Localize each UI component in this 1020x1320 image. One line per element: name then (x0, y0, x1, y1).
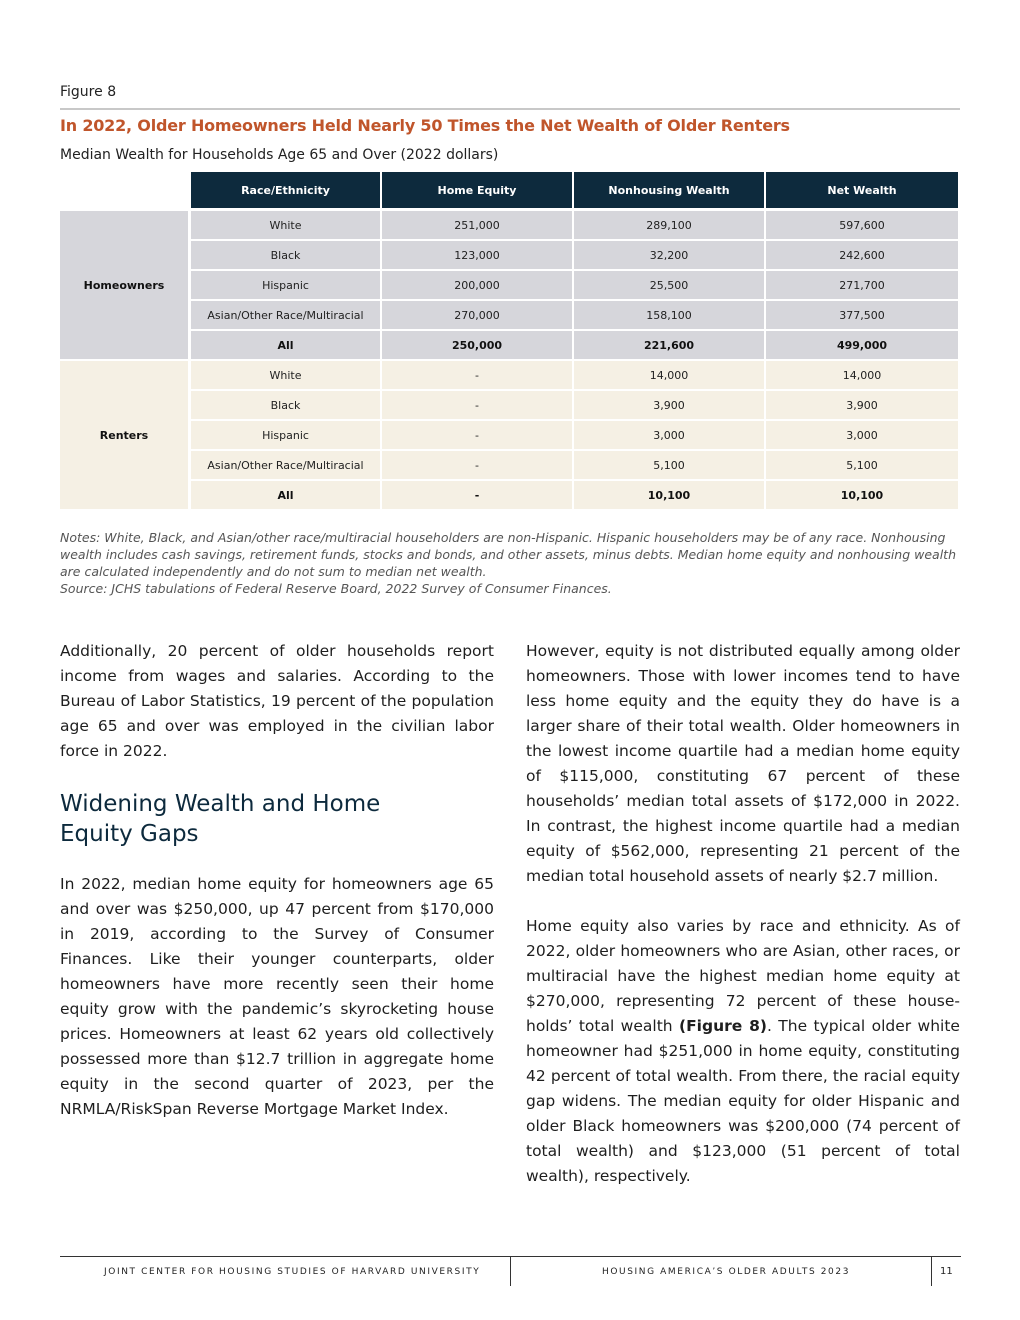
row-label-cell: Hispanic (191, 271, 380, 299)
table-cell: 14,000 (574, 361, 764, 389)
table-cell: 289,100 (574, 211, 764, 239)
table-cell: 251,000 (382, 211, 572, 239)
figure-title: In 2022, Older Homeowners Held Nearly 50 Times the Net Wealth of Older Renters (60, 116, 790, 135)
notes-label: Notes (60, 530, 97, 545)
table-cell: 3,000 (766, 421, 958, 449)
table-cell: 32,200 (574, 241, 764, 269)
table-cell: 123,000 (382, 241, 572, 269)
row-label-cell: Black (191, 241, 380, 269)
figure-rule (60, 108, 960, 110)
paragraph-text: . The typical older white homeowner had $251,000 in home equity, constituting 42 percent of total wealth. From there, the racial equity gap widens. The median equity for older Hispanic and older Black homeowners was $200,000 (74 percent of total wealth) and $123,000 (51 percent of total wealth), respectively. (526, 1017, 960, 1185)
wealth-table (60, 172, 958, 511)
column-header: Net Wealth (766, 172, 958, 208)
figure-notes (60, 529, 960, 597)
table-cell: 3,000 (574, 421, 764, 449)
table-cell: - (382, 361, 572, 389)
page-number: 11 (940, 1266, 953, 1277)
table-cell: 250,000 (382, 331, 572, 359)
table-cell: 25,500 (574, 271, 764, 299)
figure-subtitle: Median Wealth for Households Age 65 and Over (2022 dollars) (60, 147, 499, 163)
paragraph: In 2022, median home equity for homeowners age 65 and over was $250,000, up 47 percent from $170,000 in 2019, according to the Survey of Consumer Finances. Like their younger counterparts, older homeowners have more recently seen their home equity grow with the pandemic’s skyrocketing house prices. Homeowners at least 62 years old collectively possessed more than $12.7 trillion in aggregate home equity in the second quarter of 2023, per the NRMLA/RiskSpan Reverse Mortgage Market Index. (60, 875, 494, 1118)
footer-report-title: HOUSING AMERICA’S OLDER ADULTS 2023 (602, 1267, 851, 1277)
row-group-label: Renters (60, 361, 188, 509)
table-cell: 5,100 (574, 451, 764, 479)
table-cell: 377,500 (766, 301, 958, 329)
table-cell: 10,100 (766, 481, 958, 509)
right-column (526, 639, 960, 1214)
table-cell: 3,900 (766, 391, 958, 419)
footer-organization: JOINT CENTER FOR HOUSING STUDIES OF HARVARD UNIVERSITY (104, 1267, 481, 1277)
table-cell: 3,900 (574, 391, 764, 419)
source-text: : JCHS tabulations of Federal Reserve Board, 2022 Survey of Consumer Finances. (103, 581, 612, 596)
table-cell: - (382, 451, 572, 479)
table-cell: 242,600 (766, 241, 958, 269)
section-heading: Widening Wealth and Home Equity Gaps (60, 791, 381, 847)
left-column (60, 639, 494, 1147)
row-label-cell: White (191, 211, 380, 239)
row-group-label: Homeowners (60, 211, 188, 359)
table-cell: 271,700 (766, 271, 958, 299)
figure-reference[interactable]: (Figure 8) (678, 1017, 767, 1035)
table-cell: 200,000 (382, 271, 572, 299)
table-cell: 10,100 (574, 481, 764, 509)
table-cell: 14,000 (766, 361, 958, 389)
column-header: Race/Ethnicity (191, 172, 380, 208)
table-cell: 5,100 (766, 451, 958, 479)
row-label-cell: Hispanic (191, 421, 380, 449)
table-cell: 221,600 (574, 331, 764, 359)
paragraph (526, 914, 960, 1189)
footer-divider (931, 1256, 932, 1286)
table-cell: - (382, 481, 572, 509)
footer-divider (510, 1256, 511, 1286)
paragraph: However, equity is not distributed equally among older homeowners. Those with lower incomes tend to have less home equity and the equity they do have is a larger share of their total wealth. Older homeowners in the lowest income quartile had a median home equity of $115,000, constituting 67 percent of these households’ median total assets of $172,000 in 2022. In contrast, the highest income quartile had a median equity of $562,000, representing 21 percent of the median total household assets of nearly $2.7 million. (526, 642, 960, 885)
table-cell: - (382, 421, 572, 449)
column-header: Nonhousing Wealth (574, 172, 764, 208)
table-cell: 158,100 (574, 301, 764, 329)
source-label: Source (60, 581, 104, 596)
row-label-cell: Black (191, 391, 380, 419)
figure-label: Figure 8 (60, 84, 117, 100)
table-cell: 270,000 (382, 301, 572, 329)
row-label-cell: Asian/Other Race/Multiracial (191, 301, 380, 329)
row-label-cell: Asian/Other Race/Multiracial (191, 451, 380, 479)
table-cell: - (382, 391, 572, 419)
paragraph-text: Home equity also varies by race and ethnicity. As of 2022, older homeowners who are Asian, other races, or multiracial have the highest median home equity at $270,000, representing 72 percent of these households’ total wealth (526, 917, 960, 1035)
paragraph: Additionally, 20 percent of older households report income from wages and salaries. According to the Bureau of Labor Statistics, 19 percent of the population age 65 and over was employed in the civilian labor force in 2022. (60, 642, 494, 760)
table-cell: 597,600 (766, 211, 958, 239)
row-label-cell: All (191, 481, 380, 509)
notes-text: : White, Black, and Asian/other race/multiracial householders are non-Hispanic. Hispanic householders may be of any race. Nonhousing wealth includes cash savings, retirement funds, stocks and bonds, and other assets, minus debts. Median home equity and nonhousing wealth are calculated independently and do not sum to median net wealth. (60, 530, 957, 579)
row-label-cell: White (191, 361, 380, 389)
column-header: Home Equity (382, 172, 572, 208)
table-cell: 499,000 (766, 331, 958, 359)
row-label-cell: All (191, 331, 380, 359)
